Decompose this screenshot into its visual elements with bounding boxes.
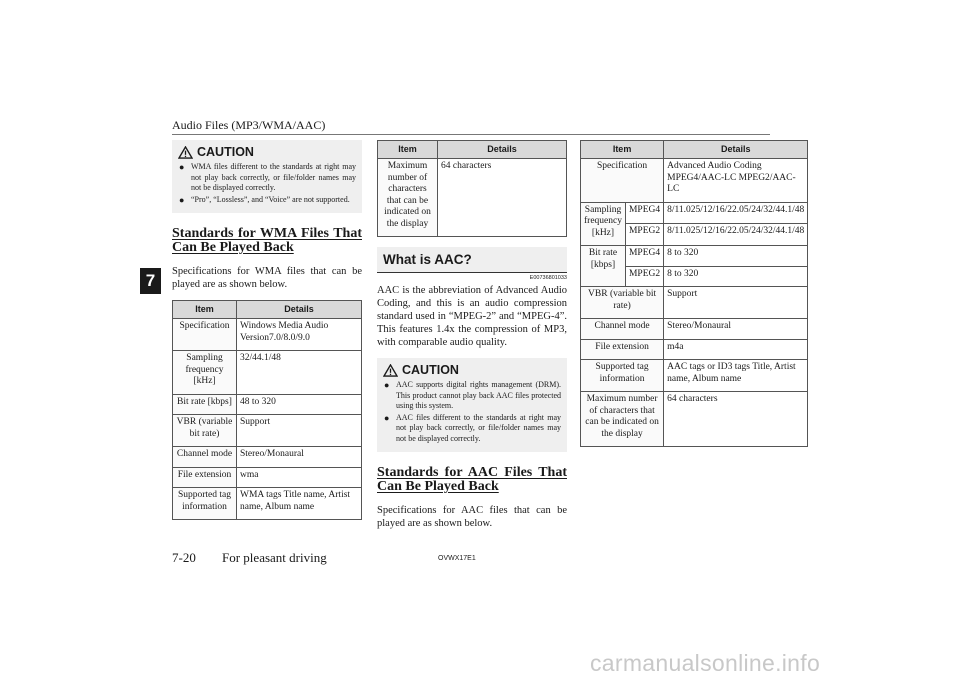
caution-item xyxy=(178,195,356,206)
details-cell: 8/11.025/12/16/22.05/24/32/44.1/48 xyxy=(664,202,808,224)
sub-item-cell: MPEG2 xyxy=(625,224,663,246)
column-header-details: Details xyxy=(237,301,362,319)
details-cell: Support xyxy=(237,415,362,447)
warning-triangle-icon xyxy=(383,364,398,377)
item-cell: Maximum number of characters that can be indicated on the display xyxy=(378,159,438,237)
aac-intro: Specifications for AAC files that can be played are as shown below. xyxy=(377,505,567,529)
details-cell: 48 to 320 xyxy=(237,394,362,415)
table-header-row xyxy=(378,141,567,159)
column-header-item: Item xyxy=(581,141,664,159)
table-row xyxy=(173,488,362,520)
warning-triangle-icon xyxy=(178,146,193,159)
table-row xyxy=(173,467,362,488)
bullet-icon: ● xyxy=(179,194,185,205)
details-cell: 8 to 320 xyxy=(664,266,808,287)
column-header-details: Details xyxy=(664,141,808,159)
details-cell: 8/11.025/12/16/22.05/24/32/44.1/48 xyxy=(664,224,808,246)
wma-spec-table-continued xyxy=(377,140,567,237)
details-cell: Stereo/Monaural xyxy=(664,319,808,340)
wma-intro: Specifications for WMA files that can be played are as shown below. xyxy=(172,266,362,290)
caution-title-text: CAUTION xyxy=(402,363,459,377)
details-cell: 64 characters xyxy=(664,392,808,447)
caution-title xyxy=(178,145,356,159)
table-row xyxy=(581,319,808,340)
table-row xyxy=(378,159,567,237)
header-rule xyxy=(172,134,770,135)
caution-item-text: AAC files different to the standards at right may not play back correctly, or file/folder names may not be displayed correctly. xyxy=(396,412,561,443)
item-cell: Channel mode xyxy=(173,447,237,468)
what-is-aac-heading: What is AAC? xyxy=(377,247,567,273)
table-row xyxy=(581,339,808,360)
details-cell: 8 to 320 xyxy=(664,246,808,267)
details-cell: Support xyxy=(664,287,808,319)
chapter-name: For pleasant driving xyxy=(222,550,327,565)
item-cell: File extension xyxy=(581,339,664,360)
caution-title xyxy=(383,363,561,377)
section-code: E00736801033 xyxy=(529,275,567,281)
wma-spec-table xyxy=(172,300,362,520)
item-cell: VBR (variable bit rate) xyxy=(173,415,237,447)
item-cell: File extension xyxy=(173,467,237,488)
left-column xyxy=(172,140,362,520)
item-cell: Supported tag information xyxy=(173,488,237,520)
caution-item-text: “Pro”, “Lossless”, and “Voice” are not supported. xyxy=(191,194,350,204)
sub-item-cell: MPEG4 xyxy=(625,202,663,224)
item-cell: VBR (variable bit rate) xyxy=(581,287,664,319)
item-cell: Channel mode xyxy=(581,319,664,340)
item-cell: Sampling frequency [kHz] xyxy=(173,351,237,395)
details-cell: 64 characters xyxy=(438,159,567,237)
column-header-details: Details xyxy=(438,141,567,159)
caution-list xyxy=(178,162,356,205)
details-cell: Advanced Audio Coding MPEG4/AAC-LC MPEG2/AAC-LC xyxy=(664,159,808,203)
wma-standards-heading: Standards for WMA Files That Can Be Played Back xyxy=(172,226,362,255)
document-code: OVWX17E1 xyxy=(438,555,476,562)
table-row xyxy=(581,159,808,203)
caution-item xyxy=(383,380,561,412)
aac-caution-box xyxy=(377,358,567,452)
details-cell: Windows Media Audio Version7.0/8.0/9.0 xyxy=(237,319,362,351)
details-cell: 32/44.1/48 xyxy=(237,351,362,395)
table-row xyxy=(173,447,362,468)
aac-spec-table xyxy=(580,140,808,447)
column-header-item: Item xyxy=(173,301,237,319)
caution-item-text: WMA files different to the standards at right may not play back correctly, or file/folder names may not be displayed correctly. xyxy=(191,162,356,192)
item-cell: Supported tag information xyxy=(581,360,664,392)
details-cell: AAC tags or ID3 tags Title, Artist name, Album name xyxy=(664,360,808,392)
table-header-row xyxy=(581,141,808,159)
details-cell: Stereo/Monaural xyxy=(237,447,362,468)
table-row xyxy=(581,202,808,224)
table-row xyxy=(581,392,808,447)
item-cell: Specification xyxy=(581,159,664,203)
table-row xyxy=(581,360,808,392)
table-row xyxy=(581,246,808,267)
bullet-icon: ● xyxy=(384,380,390,390)
caution-item xyxy=(178,162,356,194)
table-row xyxy=(173,394,362,415)
chapter-tab: 7 xyxy=(140,268,161,294)
sub-item-cell: MPEG2 xyxy=(625,266,663,287)
wma-caution-box xyxy=(172,140,362,213)
item-cell: Bit rate [kbps] xyxy=(581,246,626,287)
table-row xyxy=(173,319,362,351)
table-row xyxy=(581,287,808,319)
middle-column xyxy=(377,140,567,539)
table-header-row xyxy=(173,301,362,319)
item-cell: Maximum number of characters that can be indicated on the display xyxy=(581,392,664,447)
caution-list xyxy=(383,380,561,444)
right-column xyxy=(580,140,805,447)
running-header: Audio Files (MP3/WMA/AAC) xyxy=(172,118,326,132)
item-cell: Sampling frequency [kHz] xyxy=(581,202,626,246)
caution-item-text: AAC supports digital rights management (DRM). This product cannot play back AAC files protected using this system. xyxy=(396,380,561,410)
table-row xyxy=(173,415,362,447)
bullet-icon: ● xyxy=(384,412,390,423)
item-cell: Bit rate [kbps] xyxy=(173,394,237,415)
details-cell: wma xyxy=(237,467,362,488)
watermark: carmanualsonline.info xyxy=(590,650,821,676)
caution-item xyxy=(383,413,561,445)
table-row xyxy=(173,351,362,395)
item-cell: Specification xyxy=(173,319,237,351)
column-header-item: Item xyxy=(378,141,438,159)
bullet-icon: ● xyxy=(179,162,185,172)
details-cell: WMA tags Title name, Artist name, Album name xyxy=(237,488,362,520)
aac-description: AAC is the abbreviation of Advanced Audio Coding, and this is an audio compression standard used in “MPEG-2” and “MPEG-4”. This features 1.4x the compression of MP3, with comparable audio quality. xyxy=(377,285,567,348)
details-cell: m4a xyxy=(664,339,808,360)
caution-title-text: CAUTION xyxy=(197,145,254,159)
page-number: 7-20 xyxy=(172,550,196,565)
aac-standards-heading: Standards for AAC Files That Can Be Played Back xyxy=(377,465,567,494)
sub-item-cell: MPEG4 xyxy=(625,246,663,267)
